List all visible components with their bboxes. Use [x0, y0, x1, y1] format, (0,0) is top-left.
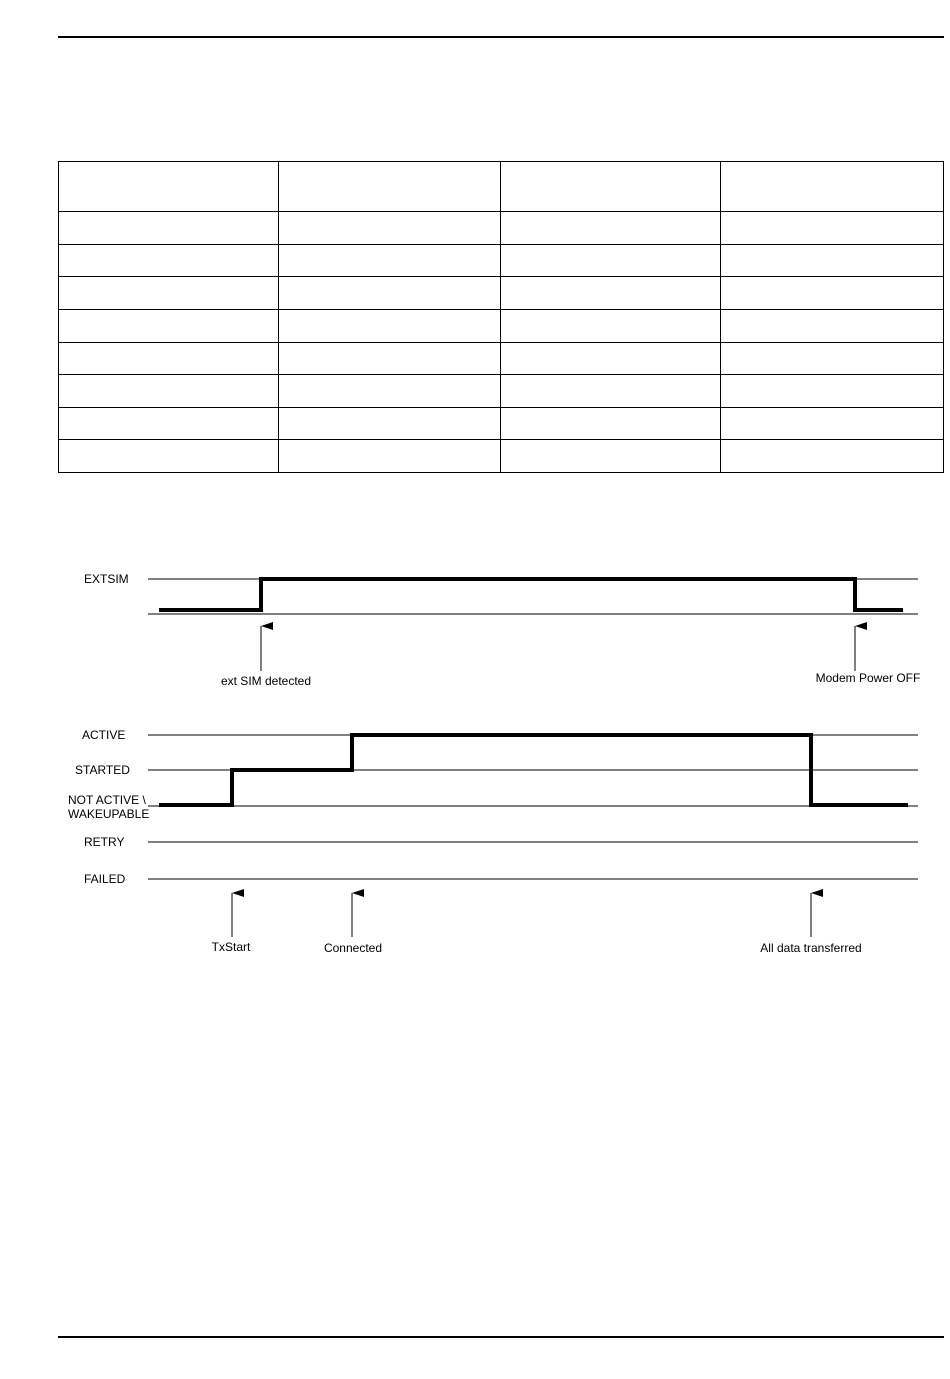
event-label-ext-sim-detected: ext SIM detected: [220, 674, 312, 688]
page-footer-rule: [58, 1336, 944, 1338]
state-diagram: [68, 728, 918, 955]
extsim-diagram: [84, 572, 920, 688]
level-label-extsim: EXTSIM: [84, 572, 129, 586]
level-label-started: STARTED: [75, 763, 130, 777]
event-label-txstart: TxStart: [211, 940, 251, 954]
event-label-modem-power-off: Modem Power OFF: [815, 671, 921, 685]
level-label-wakeupable: WAKEUPABLE: [68, 807, 150, 821]
level-label-active: ACTIVE: [82, 728, 126, 742]
event-label-all-data-transferred: All data transferred: [760, 941, 862, 955]
extsim-signal-trace: [159, 579, 903, 610]
level-label-failed: FAILED: [84, 872, 126, 886]
level-label-not-active: NOT ACTIVE \: [68, 793, 146, 807]
level-label-retry: RETRY: [84, 835, 125, 849]
event-label-connected: Connected: [323, 941, 383, 955]
